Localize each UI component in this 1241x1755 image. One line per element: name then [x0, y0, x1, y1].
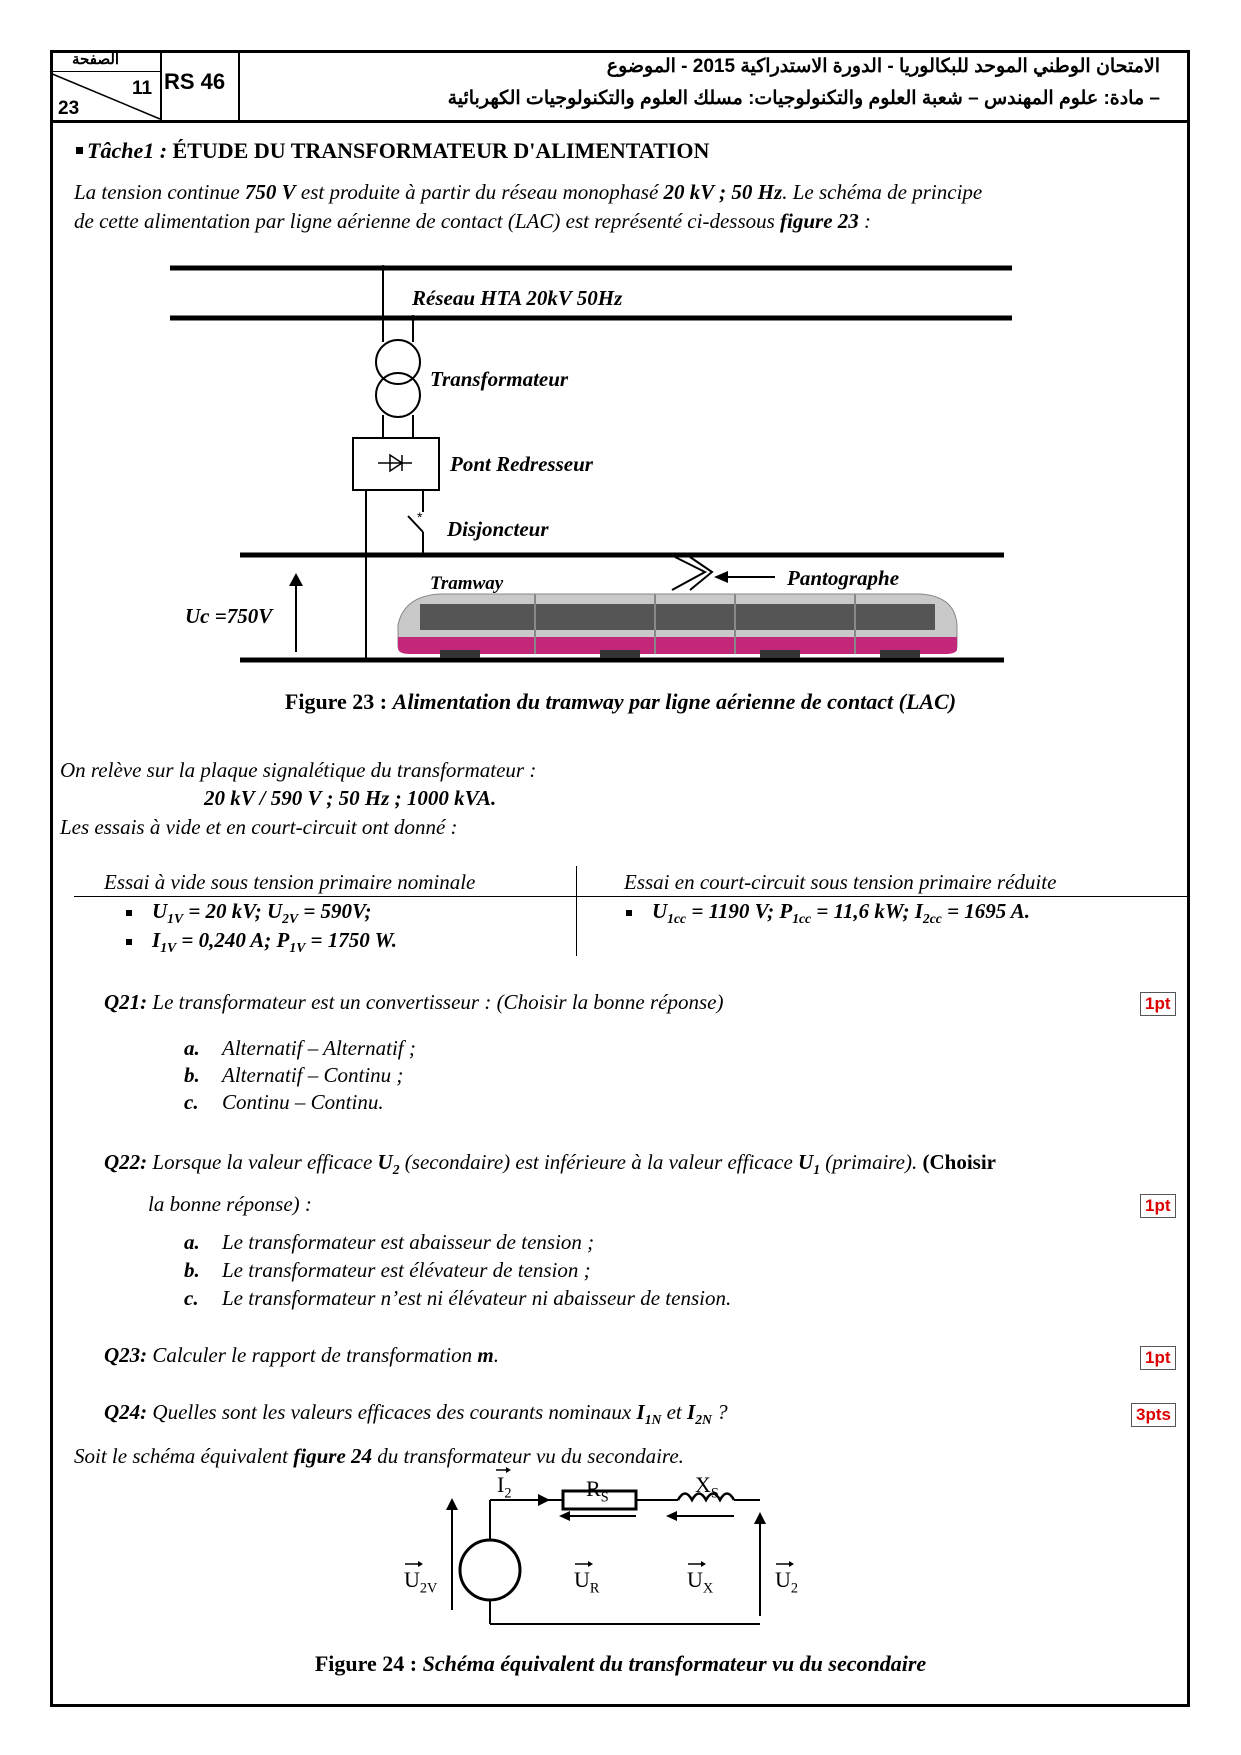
figure-24-intro: Soit le schéma équivalent figure 24 du transformateur vu du secondaire.: [74, 1444, 684, 1468]
test-open-header: Essai à vide sous tension primaire nominale: [104, 870, 476, 894]
circuit-breaker-symbol: [408, 509, 423, 553]
task-title: Tâche1 : ÉTUDE DU TRANSFORMATEUR D'ALIMENTATION: [76, 138, 709, 164]
exam-code: RS 46: [164, 69, 226, 94]
q24-points-badge: 3pts: [1131, 1403, 1176, 1427]
q22-option-a[interactable]: a. Le transformateur est abaisseur de tension ;: [184, 1230, 595, 1254]
question-23: Q23: Calculer le rapport de transformation m.: [104, 1343, 499, 1367]
question-22-line-2: la bonne réponse) :: [148, 1192, 312, 1216]
figure-23-caption: Figure 23 : Alimentation du tramway par ligne aérienne de contact (LAC): [284, 689, 957, 714]
intro-line-2: de cette alimentation par ligne aérienne de contact (LAC) est représenté ci-dessous figure 23 :: [74, 209, 872, 233]
svg-text:*: *: [417, 509, 423, 525]
tramway-image: [398, 594, 957, 658]
label-pantographe: Pantographe: [787, 566, 900, 590]
question-24: Q24: Quelles sont les valeurs efficaces des courants nominaux $I_{1N}$ et $I_{2N}$ ?: [104, 1400, 728, 1428]
label-uc: Uc =750V: [185, 604, 273, 628]
label-xs: $X_S$: [695, 1472, 719, 1502]
label-tramway: Tramway: [430, 573, 504, 594]
test-short-line-1: $U_{1cc} = 1190$ V; $P_{1cc} = 11,6$ kW; $I_{2cc} = 1695$ A.: [626, 899, 1030, 927]
intro-line-1: La tension continue 750 V est produite à partir du réseau monophasé 20 kV ; 50 Hz. Le schéma de principe: [74, 180, 983, 204]
label-disjoncteur: Disjoncteur: [447, 517, 549, 541]
label-reseau: Réseau HTA 20kV 50Hz: [412, 286, 623, 310]
test-open-line-2: $I_{1V} = 0,240$ A; $P_{1V} = 1750$ W.: [126, 928, 397, 956]
exam-title-line2: – مادة: علوم المهندس – شعبة العلوم والتكنولوجيات: مسلك العلوم والتكنولوجيات الكهربائية: [447, 88, 1160, 109]
figure-24-diagram: [0, 1460, 1241, 1640]
q21-option-c[interactable]: c. Continu – Continu.: [184, 1090, 384, 1114]
label-transformateur: Transformateur: [430, 367, 569, 391]
page-label: الصفحة: [72, 51, 120, 68]
question-22: Q22: Lorsque la valeur efficace $U_2$ (secondaire) est inférieure à la valeur efficace $U_1$ (primaire). (Choisir: [104, 1150, 996, 1178]
transformer-symbol: [376, 340, 420, 417]
label-i2: $I_2$: [497, 1472, 512, 1502]
label-ur: $U_R$: [574, 1567, 600, 1597]
label-u2v: $U_{2V}$: [404, 1567, 438, 1597]
q23-points-badge: 1pt: [1140, 1346, 1176, 1370]
label-rs: $R_S$: [586, 1476, 609, 1506]
label-u2: $U_2$: [775, 1567, 799, 1597]
rectifier-symbol: [353, 438, 439, 490]
plate-values: 20 kV / 590 V ; 50 Hz ; 1000 kVA.: [204, 786, 497, 810]
q22-option-b[interactable]: b. Le transformateur est élévateur de tension ;: [184, 1258, 591, 1282]
q21-option-b[interactable]: b. Alternatif – Continu ;: [184, 1063, 404, 1087]
q22-option-c[interactable]: c. Le transformateur n’est ni élévateur ni abaisseur de tension.: [184, 1286, 732, 1310]
q21-option-a[interactable]: a. Alternatif – Alternatif ;: [184, 1036, 416, 1060]
label-pont-redresseur: Pont Redresseur: [450, 452, 593, 476]
exam-title-line1: الامتحان الوطني الموحد للبكالوريا - الدورة الاستدراكية 2015 - الموضوع: [606, 56, 1160, 77]
page-total: 23: [58, 98, 80, 119]
figure-23-diagram: [0, 0, 1241, 700]
question-21: Q21: Le transformateur est un convertisseur : (Choisir la bonne réponse): [104, 990, 724, 1014]
label-ux: $U_X$: [687, 1567, 714, 1597]
tests-intro: Les essais à vide et en court-circuit ont donné :: [60, 815, 458, 839]
pantograph-symbol: [672, 557, 775, 590]
test-open-line-1: $U_{1V} = 20$ kV; $U_{2V} = 590V$;: [126, 899, 372, 927]
page-number: 11: [132, 78, 153, 99]
test-short-header: Essai en court-circuit sous tension primaire réduite: [624, 870, 1057, 894]
figure-24-caption: Figure 24 : Schéma équivalent du transformateur vu du secondaire: [314, 1651, 927, 1676]
q22-points-badge: 1pt: [1140, 1194, 1176, 1218]
voltage-source-symbol: [460, 1540, 520, 1600]
q21-points-badge: 1pt: [1140, 992, 1176, 1016]
plate-intro: On relève sur la plaque signalétique du transformateur :: [60, 758, 537, 782]
